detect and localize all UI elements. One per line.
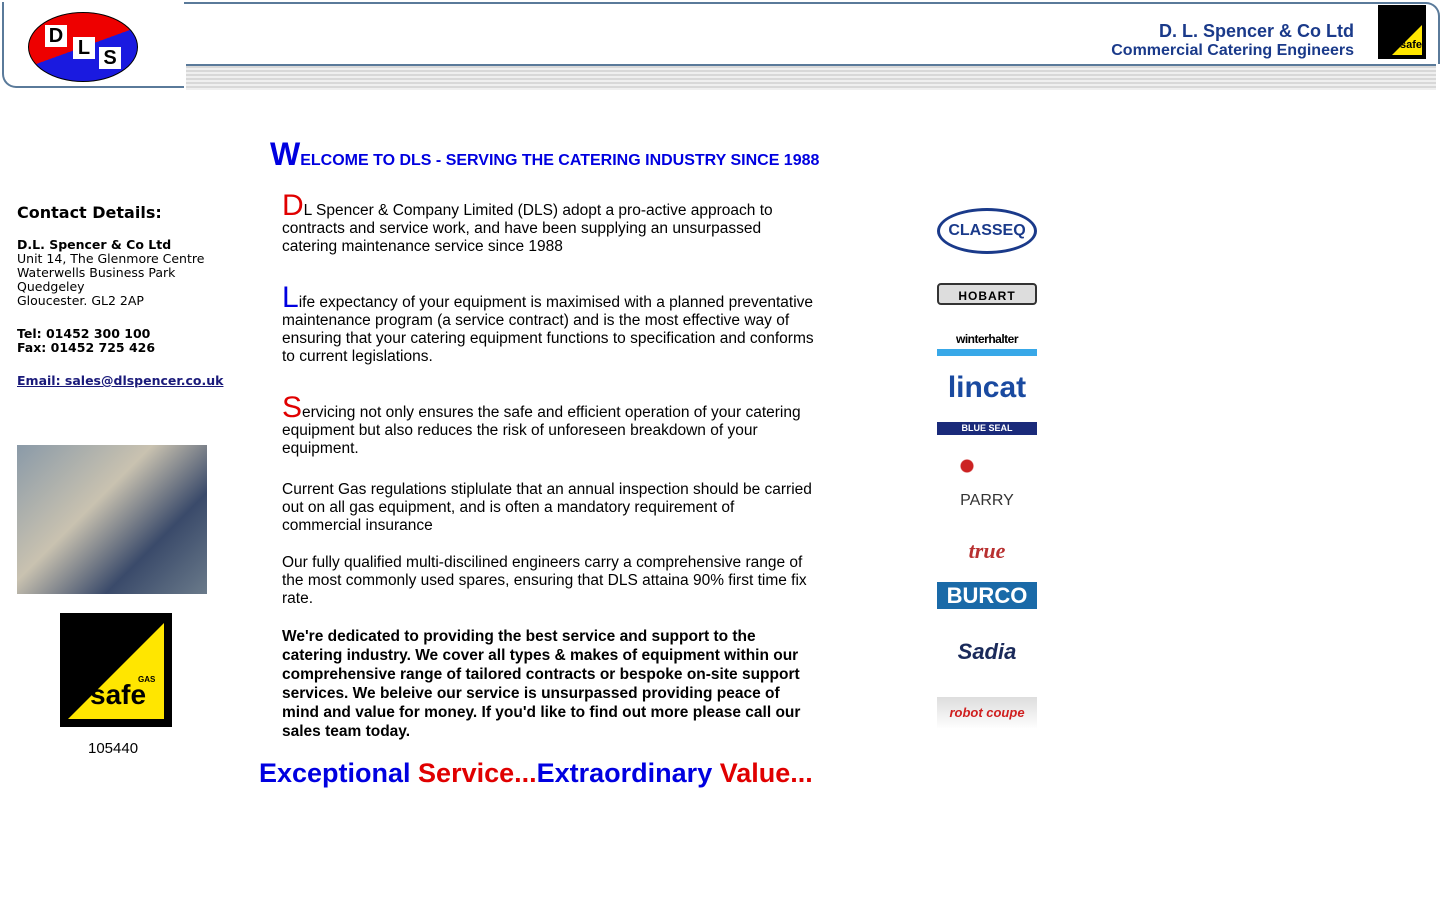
company-name: D. L. Spencer & Co Ltd <box>1158 21 1354 41</box>
brand-parry: PARRY <box>937 456 1037 512</box>
drop-cap: D <box>282 189 304 222</box>
address-line: Unit 14, The Glenmore Centre <box>17 251 205 266</box>
paragraph-text: L Spencer & Company Limited (DLS) adopt a pro-active approach to contracts and service work, and have been supplying an unsurpassed catering maintenance service since 1988 <box>282 202 773 255</box>
contact-fax: Fax: 01452 725 426 <box>17 340 156 355</box>
brand-robot-coupe: robot coupe <box>937 697 1037 729</box>
engineer-photo <box>17 445 207 594</box>
brand-winterhalter: winterhalter <box>937 332 1037 356</box>
paragraph-text: ervicing not only ensures the safe and efficient operation of your catering equipment but also reduces the risk of unforeseen breakdown of your equipment. <box>282 404 801 457</box>
drop-cap: S <box>282 391 303 424</box>
page-title <box>270 136 819 173</box>
address-line: Gloucester. GL2 2AP <box>17 293 144 308</box>
gas-label: GAS <box>138 675 156 684</box>
contact-heading: Contact Details: <box>17 203 162 222</box>
gas-safe-number: 105440 <box>88 740 139 757</box>
company-heading <box>1111 21 1354 60</box>
company-tagline: Commercial Catering Engineers <box>1111 42 1354 59</box>
title-cap: W <box>270 136 301 172</box>
badge-text: safe <box>1399 39 1422 51</box>
engineers-paragraph: Our fully qualified multi-discilined engineers carry a comprehensive range of the most commonly used spares, ensuring that DLS attaina 90% first time fix rate. <box>282 554 807 607</box>
address-line: Quedgeley <box>17 279 85 294</box>
slogan-part: Extraordinary <box>536 758 720 788</box>
register-label: REGISTER <box>108 710 155 720</box>
dls-logo[interactable] <box>28 12 138 82</box>
brand-lincat: lincat <box>947 371 1027 404</box>
brand-sadia: Sadia <box>957 639 1017 664</box>
gas-regulations-paragraph: Current Gas regulations stiplulate that an annual inspection should be carried out on all gas equipment, and is often a mandatory requirement of commercial insurance <box>282 481 812 534</box>
brand-true: true <box>968 538 1006 563</box>
site-header <box>2 2 1438 88</box>
contact-tel: Tel: 01452 300 100 <box>17 326 151 341</box>
brand-classeq: CLASSEQ <box>937 208 1037 254</box>
slogan-part: Service... <box>418 758 537 788</box>
safe-label: safe <box>90 679 147 710</box>
drop-cap: L <box>282 281 299 314</box>
title-text: ELCOME TO DLS - SERVING THE CATERING INDUSTRY SINCE 1988 <box>300 152 820 169</box>
brand-hobart: HOBART <box>937 283 1037 305</box>
gas-safe-badge-icon <box>1378 5 1426 59</box>
email-link[interactable]: Email: sales@dlspencer.co.uk <box>17 373 224 388</box>
dedication-paragraph: We're dedicated to providing the best service and support to the catering industry. We cover all types & makes of equipment within our comprehensive range of tailored contracts or bespoke on-site support services. We beleive our service is unsurpassed providing peace of mind and value for money. If you'd like to find out more please call our sales team today. <box>282 628 801 740</box>
slogan <box>259 758 813 789</box>
slogan-part: Value... <box>719 758 813 788</box>
brand-burco: BURCO <box>937 582 1037 609</box>
address-line: Waterwells Business Park <box>17 265 176 280</box>
paragraph-text: ife expectancy of your equipment is maximised with a planned preventative maintenance program (a service contract) and is the most effective way of ensuring that your catering equipment functions to specification and conforms to current legislations. <box>282 294 814 365</box>
slogan-part: Exceptional <box>259 758 419 788</box>
intro-paragraph <box>282 189 817 256</box>
brand-blue-seal: BLUE SEAL <box>937 422 1037 435</box>
header-stripes <box>186 64 1436 90</box>
gas-safe-logo <box>60 613 172 727</box>
lifespan-paragraph <box>282 281 817 366</box>
logo-letter: D <box>45 25 67 47</box>
logo-letter: S <box>99 47 121 69</box>
contact-details <box>17 203 224 388</box>
servicing-paragraph <box>282 391 817 458</box>
contact-company: D.L. Spencer & Co Ltd <box>17 237 172 252</box>
logo-letter: L <box>73 37 95 59</box>
